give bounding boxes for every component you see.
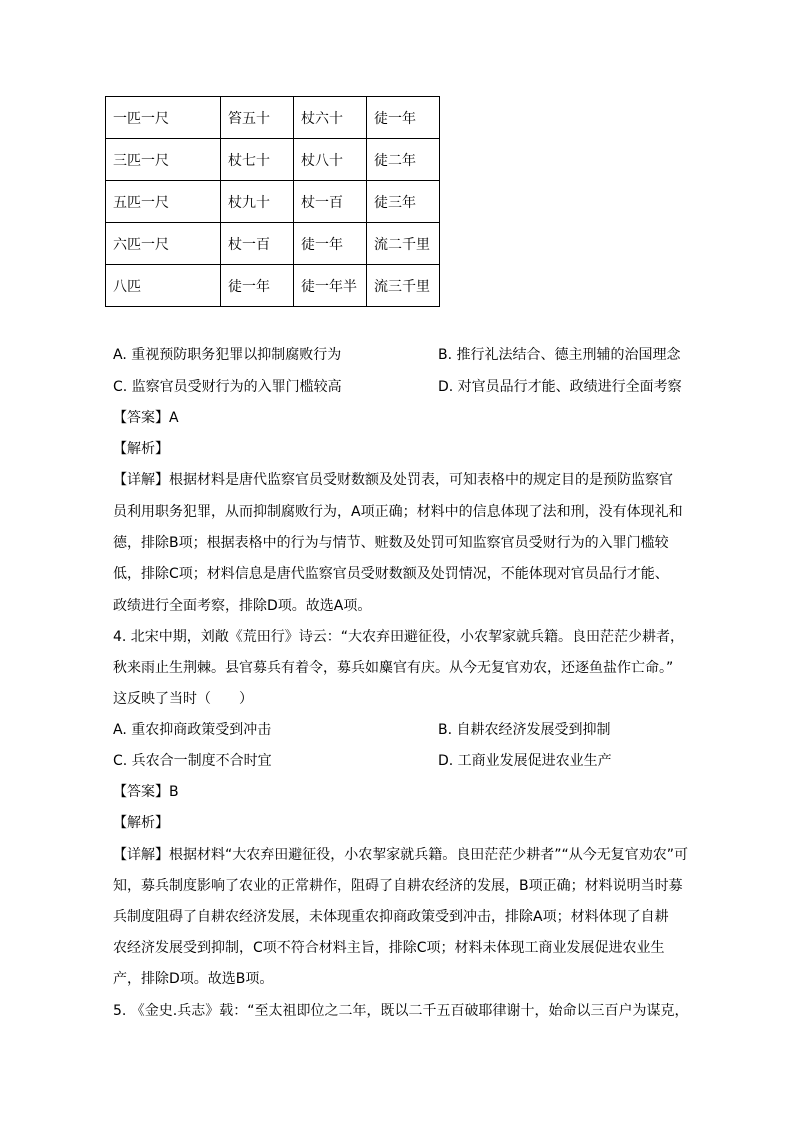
table-row: [106, 265, 440, 307]
q3-option-d: D. 对官员品行才能、政绩进行全面考察: [438, 379, 682, 395]
table-cell: 流三千里: [367, 265, 440, 307]
table-cell: 徒一年: [367, 97, 440, 139]
q4-detail-line: 【详解】根据材料“大农弃田避征役，小农挈家就兵籍。良田茫茫少耕者”“从今无复官劝农”可: [113, 847, 689, 863]
table-cell: 徒三年: [367, 181, 440, 223]
penalty-table: [105, 96, 440, 307]
q3-option-a: A. 重视预防职务犯罪以抑制腐败行为: [113, 347, 342, 363]
q4-option-a: A. 重农抑商政策受到冲击: [113, 722, 272, 738]
table-cell: 笞五十: [221, 97, 294, 139]
table-cell: 徒二年: [367, 139, 440, 181]
q3-detail-line: 德，排除B项；根据表格中的行为与情节、赃数及处罚可知监察官员受财行为的入罪门槛较: [113, 535, 669, 551]
q4-option-b: B. 自耕农经济发展受到抑制: [438, 722, 611, 738]
q3-option-c: C. 监察官员受财行为的入罪门槛较高: [113, 379, 342, 395]
table-row: [106, 97, 440, 139]
table-cell: 一匹一尺: [106, 97, 221, 139]
table-cell: 杖九十: [221, 181, 294, 223]
table-cell: 流二千里: [367, 223, 440, 265]
table-cell: 杖一百: [221, 223, 294, 265]
table-cell: 六匹一尺: [106, 223, 221, 265]
q4-analysis-heading: 【解析】: [113, 815, 169, 831]
table-cell: 徒一年: [221, 265, 294, 307]
q4-detail-line: 兵制度阻碍了自耕农经济发展，未体现重农抑商政策受到冲击，排除A项；材料体现了自耕: [113, 909, 669, 925]
table-row: [106, 139, 440, 181]
q4-detail-line: 产，排除D项。故选B项。: [113, 971, 274, 987]
table-cell: 杖七十: [221, 139, 294, 181]
table-row: [106, 181, 440, 223]
q3-detail-line: 政绩进行全面考察，排除D项。故选A项。: [113, 598, 372, 614]
table-cell: 杖一百: [294, 181, 367, 223]
q3-detail-line: 低，排除C项；材料信息是唐代监察官员受财数额及处罚情况，不能体现对官员品行才能、: [113, 566, 669, 582]
table-cell: 徒一年半: [294, 265, 367, 307]
q3-answer: 【答案】A: [113, 410, 179, 426]
table-cell: 八匹: [106, 265, 221, 307]
q4-option-d: D. 工商业发展促进农业生产: [438, 753, 612, 769]
table-cell: 徒一年: [294, 223, 367, 265]
table-cell: 杖六十: [294, 97, 367, 139]
q4-stem-line: 4. 北宋中期，刘敞《荒田行》诗云：“大农弃田避征役，小农挈家就兵籍。良田茫茫少耕者，: [113, 629, 685, 645]
table-cell: 杖八十: [294, 139, 367, 181]
q4-detail-line: 农经济发展受到抑制，C项不符合材料主旨，排除C项；材料未体现工商业发展促进农业生: [113, 940, 665, 956]
q3-detail-line: 员利用职务犯罪，从而抑制腐败行为，A项正确；材料中的信息体现了法和刑，没有体现礼和: [113, 504, 683, 520]
q4-option-c: C. 兵农合一制度不合时宜: [113, 753, 272, 769]
table-row: [106, 223, 440, 265]
q3-detail-line: 【详解】根据材料是唐代监察官员受财数额及处罚表，可知表格中的规定目的是预防监察官: [113, 472, 673, 488]
q4-stem-line: 秋来雨止生荆棘。县官募兵有着令，募兵如麋官有庆。从今无复官劝农，还逐鱼盐作亡命。”: [113, 660, 674, 676]
q3-option-b: B. 推行礼法结合、德主刑辅的治国理念: [438, 347, 681, 363]
q4-detail-line: 知，募兵制度影响了农业的正常耕作，阻碍了自耕农经济的发展，B项正确；材料说明当时募: [113, 878, 683, 894]
q5-stem-line: 5. 《金史.兵志》载：“至太祖即位之二年，既以二千五百破耶律谢十，始命以三百户为谋克，: [113, 1003, 689, 1019]
q4-answer: 【答案】B: [113, 784, 179, 800]
table-cell: 三匹一尺: [106, 139, 221, 181]
q4-stem-line: 这反映了当时（ ）: [113, 691, 253, 707]
table-cell: 五匹一尺: [106, 181, 221, 223]
q3-analysis-heading: 【解析】: [113, 441, 169, 457]
